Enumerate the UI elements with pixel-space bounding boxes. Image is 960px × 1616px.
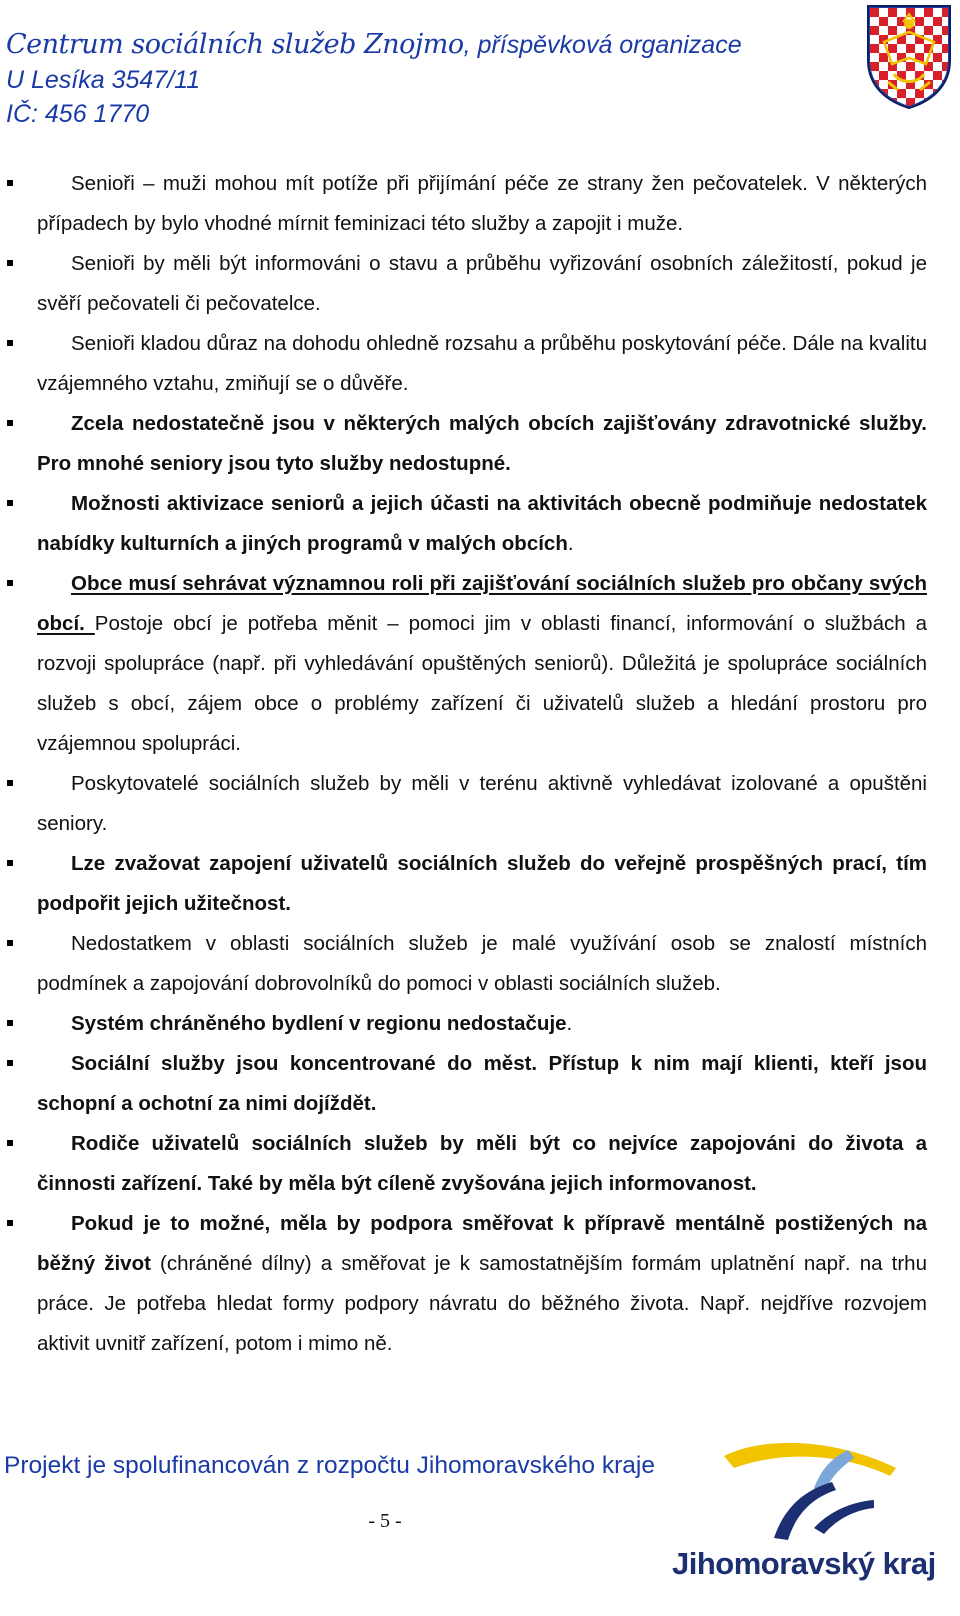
organization-ico: IČ: 456 1770 [6,100,150,128]
list-item-text: (chráněné dílny) a směřovat je k samostatnějším formám uplatnění např. na trhu práce. Je potřeba hledat formy podpory návratu do běžného života. Např. nejdříve rozvojem aktivit uvnitř zařízení, potom i mimo ně. [37,1252,927,1355]
bullet-square-icon [7,260,13,266]
list-item [37,1124,927,1204]
list-item-text: Senioři kladou důraz na dohodu ohledně rozsahu a průběhu poskytování péče. Dále na kvalitu vzájemného vztahu, zmiňují se o důvěře. [37,332,927,395]
coat-of-arms-icon [864,2,954,110]
region-logo [664,1428,936,1608]
list-item-text: Možnosti aktivizace seniorů a jejich účasti na aktivitách obecně podmiňuje nedostatek nabídky kulturních a jiných programů v malých obcích [37,492,927,555]
page-number: - 5 - [368,1510,402,1532]
bullet-square-icon [7,340,13,346]
bullet-square-icon [7,500,13,506]
list-item [37,404,927,484]
organization-suffix: , příspěvková organizace [463,31,742,59]
list-item [37,1044,927,1124]
bullet-square-icon [7,1060,13,1066]
list-item-text: Obce musí sehrávat významnou roli při zajišťování sociálních služeb pro občany svých obcí. [37,572,927,635]
list-item [37,484,927,564]
list-item-text: Nedostatkem v oblasti sociálních služeb je malé využívání osob se znalostí místních podmínek a zapojování dobrovolníků do pomoci v oblasti sociálních služeb. [37,932,927,995]
list-item-text: Postoje obcí je potřeba měnit – pomoci jim v oblasti financí, informování o službách a rozvoji spolupráce (např. při vyhledávání opuštěných seniorů). Důležitá je spolupráce sociálních služeb s obcí, zájem obce o problémy zařízení či uživatelů služeb a hledání prostoru pro vzájemnou spolupráci. [37,612,927,755]
bullet-square-icon [7,420,13,426]
list-item-text: Senioři – muži mohou mít potíže při přijímání péče ze strany žen pečovatelek. V některých případech by bylo vhodné mírnit feminizaci této služby a zapojit i muže. [37,172,927,235]
list-item-text: Poskytovatelé sociálních služeb by měli v terénu aktivně vyhledávat izolované a opuštěni seniory. [37,772,927,835]
footer-project-text: Projekt je spolufinancován z rozpočtu Jihomoravského kraje [4,1452,655,1479]
list-item [37,324,927,404]
bullet-square-icon [7,780,13,786]
list-item-text: Rodiče uživatelů sociálních služeb by měli být co nejvíce zapojováni do života a činnosti zařízení. Také by měla být cíleně zvyšována jejich informovanost. [37,1132,927,1195]
list-item [37,844,927,924]
list-item [37,1004,927,1044]
bullet-square-icon [7,180,13,186]
list-item [37,764,927,844]
page-header [6,26,826,131]
organization-line [6,26,826,63]
bullet-square-icon [7,940,13,946]
list-item [37,1204,927,1364]
list-item-text: Senioři by měli být informováni o stavu a průběhu vyřizování osobních záležitostí, pokud je svěří pečovateli či pečovatelce. [37,252,927,315]
list-item-text: . [567,532,574,555]
bullet-square-icon [7,1220,13,1226]
bullet-square-icon [7,1140,13,1146]
list-item [37,244,927,324]
list-item [37,564,927,764]
list-item-text: Lze zvažovat zapojení uživatelů sociálních služeb do veřejně prospěšných prací, tím podpořit jejich užitečnost. [37,852,927,915]
list-item-text: Zcela nedostatečně jsou v některých malých obcích zajišťovány zdravotnické služby. Pro mnohé seniory jsou tyto služby nedostupné. [37,412,927,475]
list-item [37,164,927,244]
organization-name: Centrum sociálních služeb Znojmo [6,29,464,60]
list-item-text: Systém chráněného bydlení v regionu nedostačuje [71,1012,567,1035]
list-item-text: . [566,1012,573,1035]
list-item [37,924,927,1004]
bullet-square-icon [7,1020,13,1026]
bullet-list [37,164,927,1364]
region-logo-swoosh-icon [664,1428,930,1548]
region-logo-text: Jihomoravský kraj [672,1546,936,1581]
bullet-square-icon [7,580,13,586]
organization-address: U Lesíka 3547/11 [6,66,201,94]
bullet-square-icon [7,860,13,866]
list-item-text: Pokud je to možné, měla by podpora směřovat k přípravě mentálně postižených na běžný život [37,1212,927,1275]
list-item-text: Sociální služby jsou koncentrované do měst. Přístup k nim mají klienti, kteří jsou schopní a ochotní za nimi dojíždět. [37,1052,927,1115]
